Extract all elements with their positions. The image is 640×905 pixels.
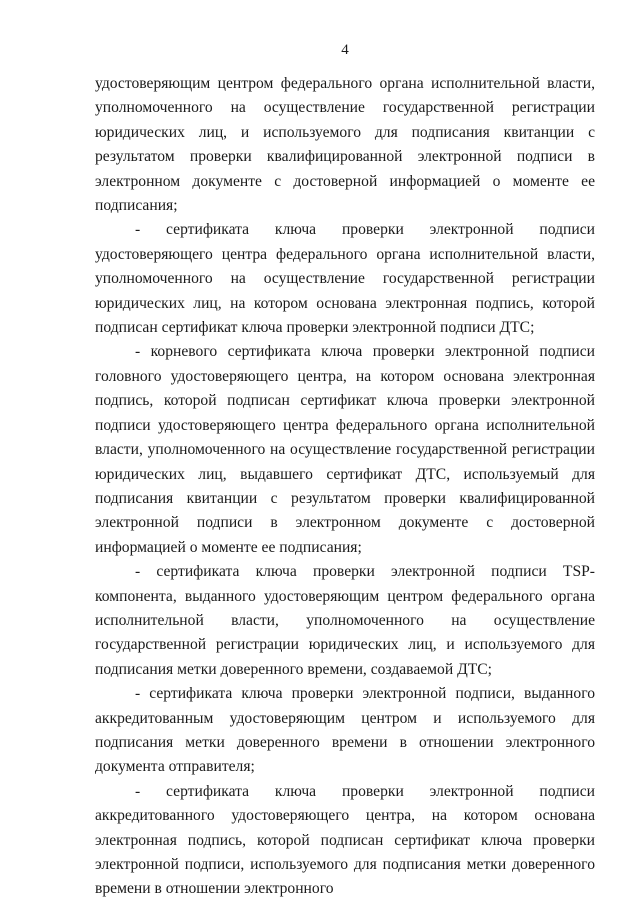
page-number: 4 [341, 42, 349, 58]
paragraph-tsp-certificate: - сертификата ключа проверки электронной подписи TSP-компонента, выданного удостоверяющим центром федерального органа исполнительной власти, уполномоченного на осуществление государственной регистрации юридических лиц, и используемого для подписания метки доверенного времени, создаваемой ДТС; [95, 563, 595, 678]
paragraph-continuation: удостоверяющим центром федерального органа исполнительной власти, уполномоченного на осуществление государственной регистрации юридических лиц, и используемого для подписания квитанции с результатом проверки квалифицированной электронной подписи в электронном документе с достоверной информацией о моменте ее подписания; [95, 75, 595, 215]
paragraph-dts-certificate: - сертификата ключа проверки электронной подписи удостоверяющего центра федерального органа исполнительной власти, уполномоченного на осуществление государственной регистрации юридических лиц, на котором основана электронная подпись, которой подписан сертификат ключа проверки электронной подписи ДТС; [95, 221, 595, 337]
paragraph-accredited-center-certificate: - сертификата ключа проверки электронной подписи аккредитованного удостоверяющего центра, на котором основана электронная подпись, которой подписан сертификат ключа проверки электронной подписи, используемого для подписания метки доверенного времени в отношении электронного [95, 782, 595, 898]
paragraph-accredited-certificate: - сертификата ключа проверки электронной подписи, выданного аккредитованным удостоверяющим центром и используемого для подписания метки доверенного времени в отношении электронного документа отправителя; [95, 685, 595, 776]
paragraph-root-certificate: - корневого сертификата ключа проверки электронной подписи головного удостоверяющего центра, на котором основана электронная подпись, которой подписан сертификат ключа проверки электронной подписи удостоверяющего центра федерального органа исполнительной власти, уполномоченного на осуществление государственной регистрации юридических лиц, выдавшего сертификат ДТС, используемый для подписания квитанции с результатом проверки квалифицированной электронной подписи в электронном документе с достоверной информацией о моменте ее подписания; [95, 343, 595, 556]
